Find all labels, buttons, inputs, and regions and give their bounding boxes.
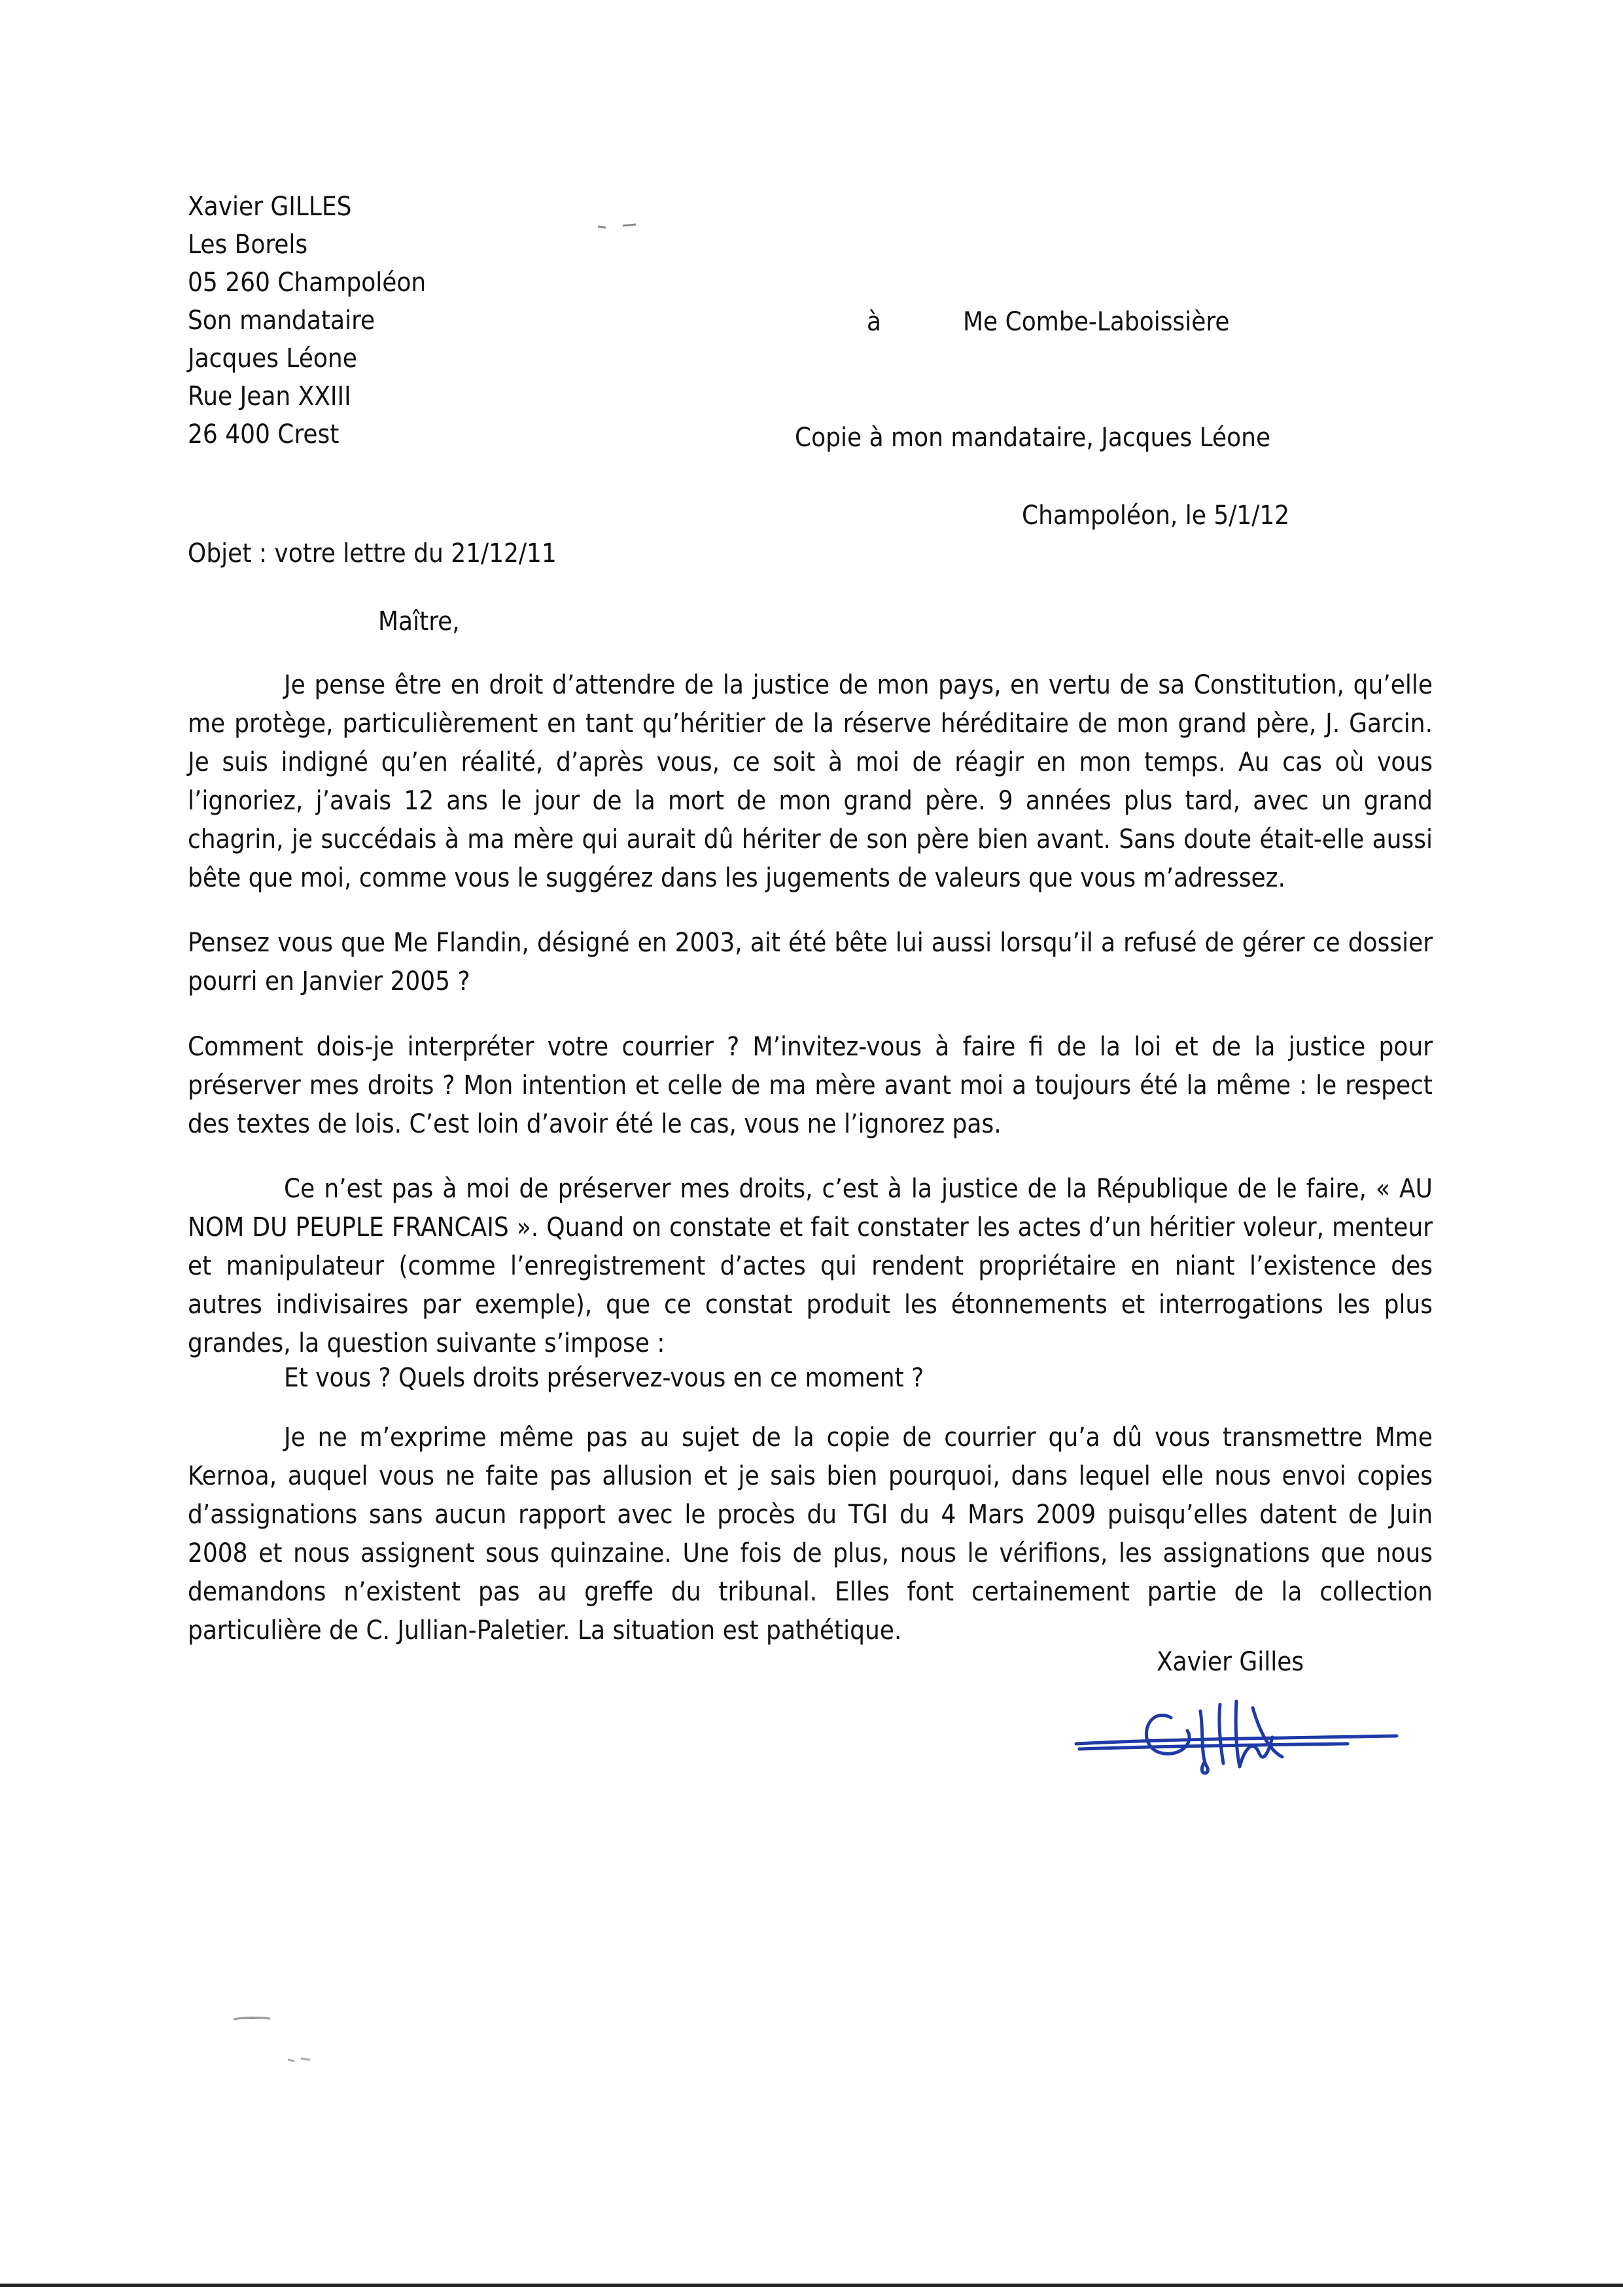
recipient-name: Me Combe-Laboissière (963, 307, 1230, 337)
paragraph-text: Pensez vous que Me Flandin, désigné en 2003, ait été bête lui aussi lorsqu’il a refusé de gérer ce dossier pourri en Janvier 2005 ? (188, 928, 1433, 997)
paragraph-text: Je ne m’exprime même pas au sujet de la copie de courrier qu’a dû vous transmettre Mme Kernoa, auquel vous ne faite pas allusion et je sais bien pourquoi, dans lequel elle nous envoi copies d’assignations sans aucun rapport avec le procès du TGI du 4 Mars 2009 puisqu’elles datent de Juin 2008 et nous assignent sous quinzaine. Une fois de plus, nous le vérifions, les assignations que nous demandons n’existent pas au greffe du tribunal. Elles font certainement partie de la collection particulière de C. Jullian-Paletier. La situation est pathétique. (188, 1422, 1433, 1646)
body-paragraph (188, 1028, 1433, 1144)
sender-name: Xavier GILLES (188, 192, 352, 222)
scan-edge-line (0, 2284, 1623, 2287)
salutation: Maître, (378, 607, 460, 637)
handwritten-signature (1073, 1691, 1400, 1783)
paragraph-text: Comment dois-je interpréter votre courrier ? M’invitez-vous à faire fi de la loi et de la justice pour préserver mes droits ? Mon intention et celle de ma mère avant moi a toujours été la même : le respect des textes de lois. C’est loin d’avoir été le cas, vous ne l’ignorez pas. (188, 1032, 1433, 1139)
place-date: Champoléon, le 5/1/12 (1022, 501, 1290, 531)
sender-address-line: Rue Jean XXIII (188, 381, 351, 412)
signer-name: Xavier Gilles (1157, 1647, 1304, 1677)
scan-artifact (232, 2014, 271, 2024)
paragraph-text: Ce n’est pas à moi de préserver mes droits, c’est à la justice de la République de le faire, « AU NOM DU PEUPLE FRANCAIS ». Quand on constate et fait constater les actes d’un héritier voleur, menteur et manipulateur (comme l’enregistrement d’actes qui rendent propriétaire en niant l’existence des autres indivisaires par exemple), que ce constat produit les étonnements et interrogations les plus grandes, la question suivante s’impose : (188, 1174, 1433, 1358)
paragraph-text: Et vous ? Quels droits préservez-vous en ce moment ? (284, 1363, 924, 1393)
sender-address-line: Jacques Léone (188, 344, 357, 374)
sender-address-line: Les Borels (188, 230, 308, 260)
body-paragraph (188, 1419, 1433, 1650)
body-paragraph (188, 1170, 1433, 1363)
sender-address-line: 26 400 Crest (188, 419, 340, 450)
body-paragraph (188, 666, 1433, 898)
body-paragraph (188, 924, 1433, 1001)
scan-artifact (597, 221, 642, 234)
sender-address-line: 05 260 Champoléon (188, 268, 427, 298)
recipient-prefix: à (867, 307, 882, 337)
subject-line: Objet : votre lettre du 21/12/11 (188, 539, 557, 569)
copy-line: Copie à mon mandataire, Jacques Léone (795, 423, 1271, 453)
body-paragraph (188, 1359, 1433, 1398)
scan-artifact (287, 2055, 313, 2064)
paragraph-text: Je pense être en droit d’attendre de la justice de mon pays, en vertu de sa Constitution, qu’elle me protège, particulièrement en tant qu’héritier de la réserve héréditaire de mon grand père, J. Garcin. Je suis indigné qu’en réalité, d’après vous, ce soit à moi de réagir en mon temps. Au cas où vous l’ignoriez, j’avais 12 ans le jour de la mort de mon grand père. 9 années plus tard, avec un grand chagrin, je succédais à ma mère qui aurait dû hériter de son père bien avant. Sans doute était-elle aussi bête que moi, comme vous le suggérez dans les jugements de valeurs que vous m’adressez. (188, 670, 1433, 893)
sender-address-line: Son mandataire (188, 306, 375, 336)
sender-address-block (188, 188, 426, 453)
